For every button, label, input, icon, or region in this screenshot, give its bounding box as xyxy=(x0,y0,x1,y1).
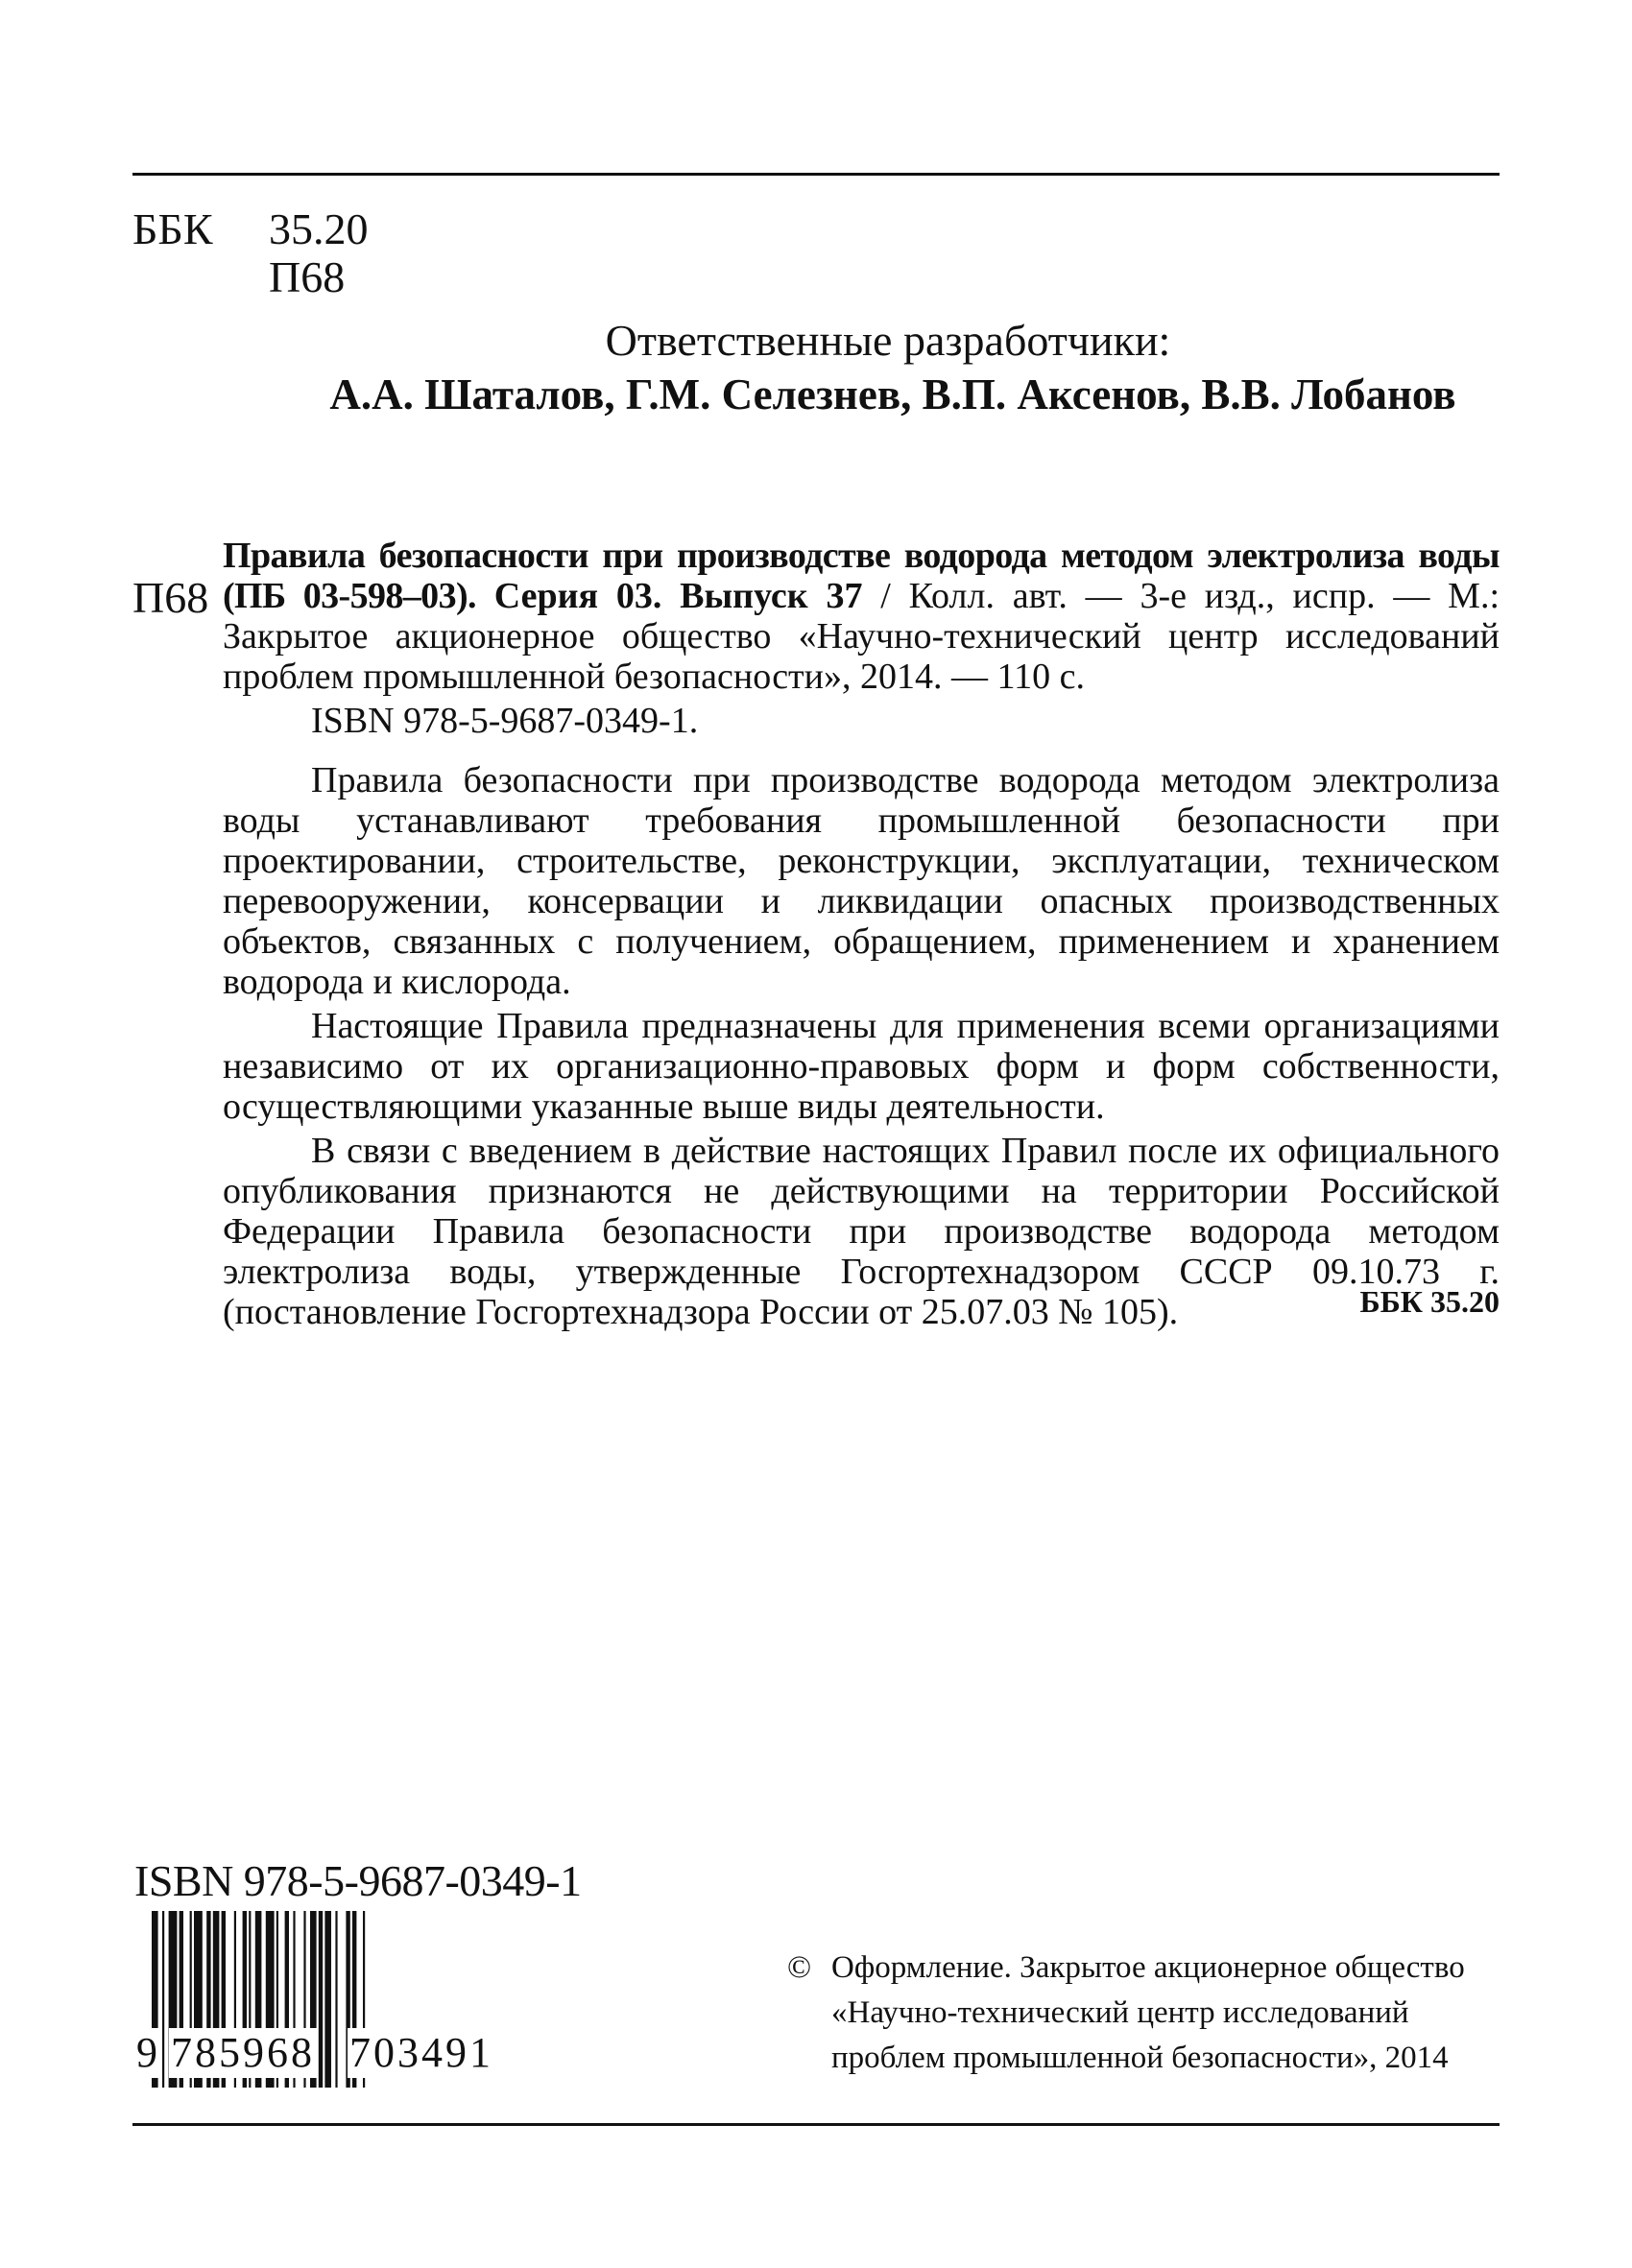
responsible-developers xyxy=(132,314,1500,421)
barcode-digit-group: 703491 xyxy=(349,2029,493,2076)
isbn-barcode-block xyxy=(134,1856,582,2088)
annotation-paragraph: Настоящие Правила предназначены для применения всеми организациями независимо от их организационно-правовых форм и форм собственности, осуществляющими указанные выше виды деятельности. xyxy=(223,1006,1500,1127)
annotation xyxy=(223,760,1500,1332)
annotation-paragraph: Правила безопасности при производстве водорода методом электролиза воды устанавливают требования промышленной безопасности при проектировании, строительстве, реконструкции, эксплуатации, техническом перевооружении, консервации и ликвидации опасных производственных объектов, связанных с получением, обращением, применением и хранением водорода и кислорода. xyxy=(223,760,1500,1002)
author-mark: П68 xyxy=(269,252,346,301)
isbn-line: ISBN 978-5-9687-0349-1. xyxy=(311,701,699,741)
barcode-digits xyxy=(134,2028,538,2082)
copyright-line: Оформление. Закрытое акционерное общество xyxy=(831,1950,1465,1985)
developers-heading: Ответственные разработчики: xyxy=(605,316,1171,365)
bottom-rule xyxy=(132,2123,1500,2126)
developers-names: А.А. Шаталов, Г.М. Селезнев, В.П. Аксенов, В.В. Лобанов xyxy=(329,370,1456,418)
side-author-mark: П68 xyxy=(132,573,209,622)
copyright-symbol: © xyxy=(787,1950,812,1985)
barcode xyxy=(134,1905,538,2088)
barcode-digit-group: 785968 xyxy=(171,2029,315,2076)
barcode-digit-group: 9 xyxy=(136,2029,157,2076)
book-title: Правила безопасности при производстве водорода методом электролиза воды (ПБ 03-598–03). xyxy=(223,536,1500,616)
publication-details: / Колл. авт. — 3-е изд., испр. — М.: Закрытое акционерное общество «Научно-технический центр исследований проблем промышленной безопасности», 2014. — 110 с. xyxy=(223,576,1500,697)
bibliographic-entry xyxy=(223,536,1500,1336)
top-rule xyxy=(132,173,1500,176)
isbn-text: ISBN 978-5-9687-0349-1 xyxy=(134,1856,582,1905)
annotation-paragraph: В связи с введением в действие настоящих Правил после их официального опубликования признаются не действующими на территории Российской Федерации Правила безопасности при производстве водорода методом электролиза воды, утвержденные Госгортехнадзором СССР 09.10.73 г. (постановление Госгортехнадзора России от 25.07.03 № 105). xyxy=(223,1131,1500,1332)
copyright-notice xyxy=(787,1946,1500,2081)
bibliographic-description xyxy=(223,536,1500,697)
bbk-footer: ББК 35.20 xyxy=(1359,1284,1500,1319)
copyright-line: «Научно-технический центр исследований xyxy=(831,1995,1409,2030)
series-info: Серия 03. Выпуск 37 xyxy=(493,576,863,616)
bbk-code: 35.20 xyxy=(269,204,369,253)
bbk-label: ББК xyxy=(132,204,213,253)
copyright-line: проблем промышленной безопасности», 2014 xyxy=(831,2041,1449,2075)
